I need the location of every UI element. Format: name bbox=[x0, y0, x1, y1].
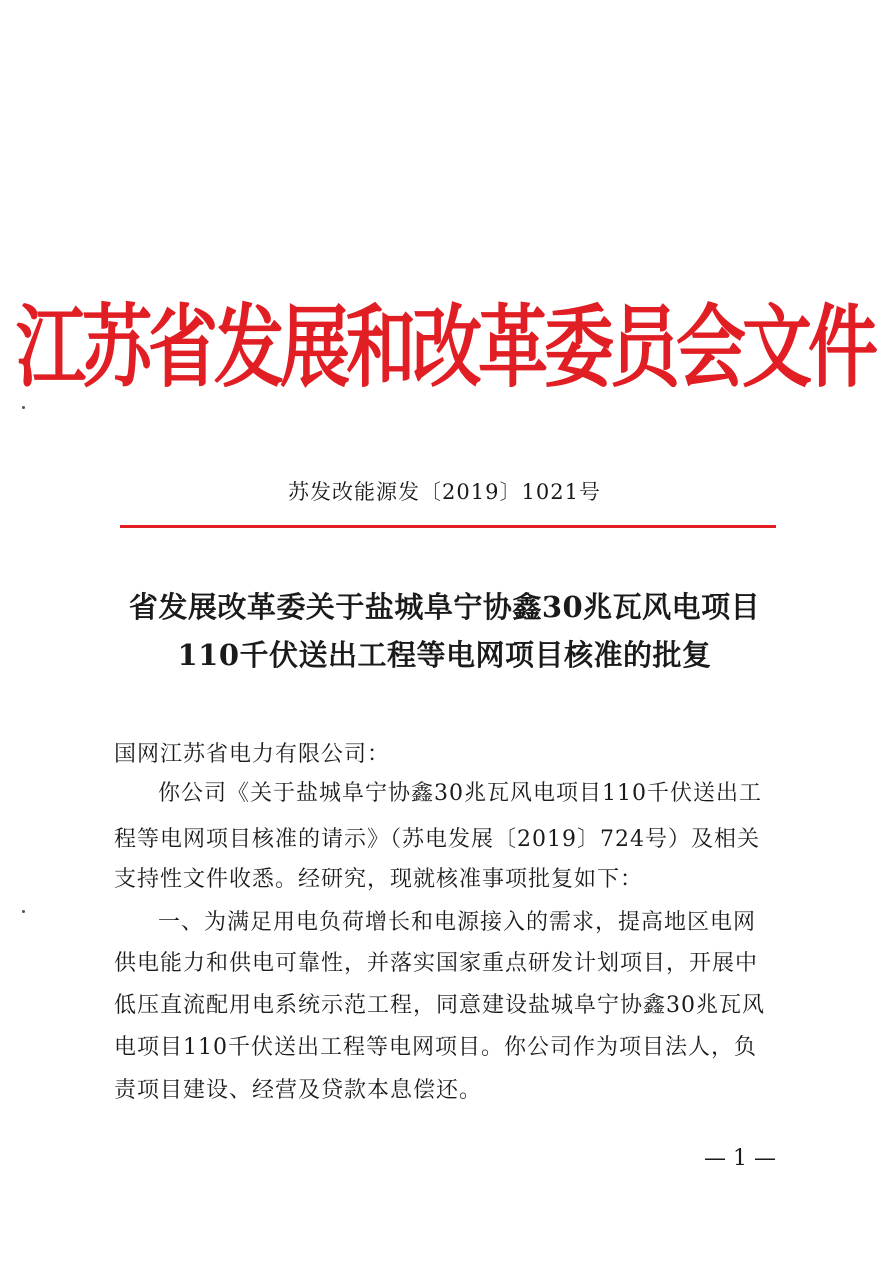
document-title-line-1: 省发展改革委关于盐城阜宁协鑫30兆瓦风电项目 bbox=[128, 590, 761, 624]
red-divider-line bbox=[120, 525, 776, 528]
page-number: — 1 — bbox=[704, 1146, 776, 1171]
paragraph-1-line-3: 支持性文件收悉。经研究，现就核准事项批复如下： bbox=[114, 867, 644, 892]
scan-dot-mark bbox=[22, 910, 25, 913]
paragraph-2-line-2: 供电能力和供电可靠性，并落实国家重点研发计划项目，开展中 bbox=[114, 951, 759, 976]
paragraph-2-line-1: 一、为满足用电负荷增长和电源接入的需求，提高地区电网 bbox=[158, 910, 757, 935]
document-title-line-2: 110千伏送出工程等电网项目核准的批复 bbox=[177, 638, 712, 672]
paragraph-2-line-5: 责项目建设、经营及贷款本息偿还。 bbox=[114, 1078, 483, 1103]
paragraph-1-line-1: 你公司《关于盐城阜宁协鑫30兆瓦风电项目110千伏送出工 bbox=[158, 781, 762, 806]
paragraph-2-line-4: 电项目110千伏送出工程等电网项目。你公司作为项目法人，负 bbox=[114, 1035, 757, 1060]
paragraph-1-line-2: 程等电网项目核准的请示》（苏电发展〔2019〕724号）及相关 bbox=[114, 827, 760, 852]
document-number: 苏发改能源发〔2019〕1021号 bbox=[288, 480, 601, 504]
scan-dot-mark bbox=[22, 406, 25, 409]
paragraph-2-line-3: 低压直流配用电系统示范工程，同意建设盐城阜宁协鑫30兆瓦风 bbox=[114, 993, 765, 1018]
salutation: 国网江苏省电力有限公司： bbox=[114, 742, 391, 767]
masthead-title: 江苏省发展和改革委员会文件 bbox=[16, 294, 874, 400]
